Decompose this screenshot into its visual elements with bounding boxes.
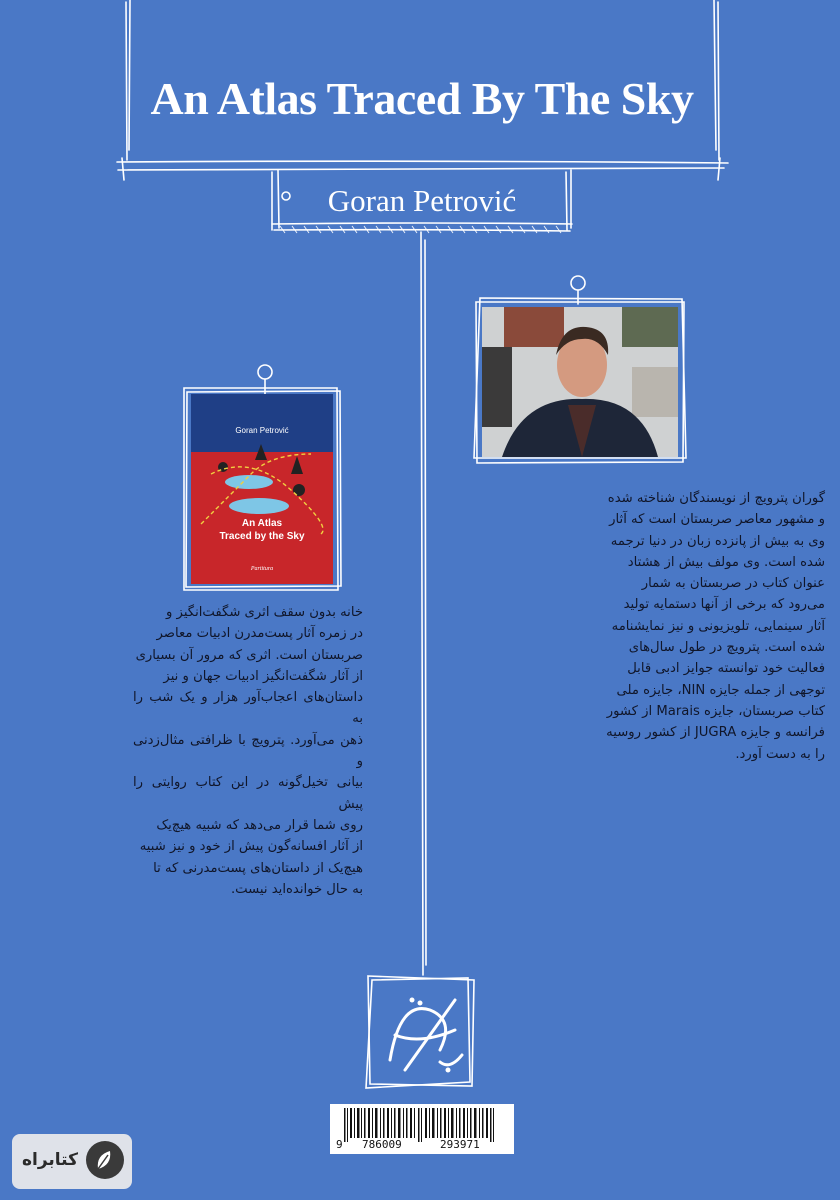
blurb-line: از آثار افسانه‌گون پیش از خود و نیز شبیه	[139, 839, 363, 855]
bio-line: می‌رود که برخی از آنها دستمایه تولید	[623, 597, 825, 613]
blurb-line: داستان‌های اعجاب‌آور هزار و یک شب را به	[133, 690, 363, 727]
blurb-line: خانه بدون سقف اثری شگفت‌انگیز و	[165, 605, 363, 620]
blurb-line: بیانی تخیل‌گونه در این کتاب روایتی را پیش	[133, 775, 363, 812]
bio-line: عنوان کتاب در صربستان به شمار	[641, 576, 825, 592]
cover-publisher-mark: Partitura	[250, 566, 274, 572]
bio-line: آثار سینمایی، تلویزیونی و نیز نمایشنامه	[611, 618, 825, 634]
bio-line: وی به بیش از پانزده زبان در دنیا ترجمه	[610, 533, 825, 549]
leaf-icon	[86, 1141, 124, 1179]
bio-line: شده است. وی مولف بیش از هشتاد	[627, 554, 825, 570]
author-name: Goran Petrović	[327, 183, 517, 218]
blurb-line: صربستان است. اثری که مرور آن بسیاری	[135, 647, 363, 663]
barcode	[330, 1104, 514, 1154]
book-blurb	[133, 602, 363, 900]
barcode-lead-digit: 9	[336, 1138, 343, 1151]
barcode-digits-group2: 293971	[440, 1138, 480, 1151]
bio-line: را به دست آورد.	[735, 746, 825, 762]
blurb-line: در زمره آثار پست‌مدرن ادبیات معاصر	[156, 626, 363, 642]
cover-title-line1: An Atlas	[241, 518, 283, 529]
bio-line: توجهی از جمله جایزه NIN، جایزه ملی	[616, 682, 825, 698]
book-title: An Atlas Traced By The Sky	[150, 73, 694, 124]
author-bio	[595, 488, 825, 765]
author-photo	[482, 307, 678, 457]
bio-line: فعالیت خود توانسته جوایز ادبی قابل	[627, 661, 825, 677]
blurb-line: هیچ‌یک از داستان‌های پست‌مدرنی که تا	[153, 860, 363, 876]
book-cover-thumbnail	[191, 394, 333, 584]
bio-line: فرانسه و جایزه JUGRA از کشور روسیه	[606, 725, 825, 741]
watermark-label: کتابراه	[21, 1150, 78, 1170]
bio-line: کتاب صربستان، جایزه Marais از کشور	[606, 703, 825, 719]
cover-title-line2: Traced by the Sky	[219, 531, 305, 542]
blurb-line: ذهن می‌آورد. پترویچ با ظرافتی مثال‌زدنی و	[133, 732, 363, 770]
bio-line: و مشهور معاصر صربستان است که آثار	[609, 512, 825, 528]
cover-author: Goran Petrović	[235, 426, 289, 435]
blurb-line: روی شما قرار می‌دهد که شبیه هیچ‌یک	[156, 817, 363, 833]
blurb-line: از آثار شگفت‌انگیز ادبیات جهان و نیز	[163, 668, 363, 684]
blurb-line: به حال خوانده‌اید نیست.	[230, 881, 363, 897]
bio-line: گوران پترویچ از نویسندگان شناخته شده	[607, 491, 825, 506]
bio-line: شده است. پترویچ در طول سال‌های	[628, 640, 825, 656]
barcode-digits-group1: 786009	[362, 1138, 402, 1151]
